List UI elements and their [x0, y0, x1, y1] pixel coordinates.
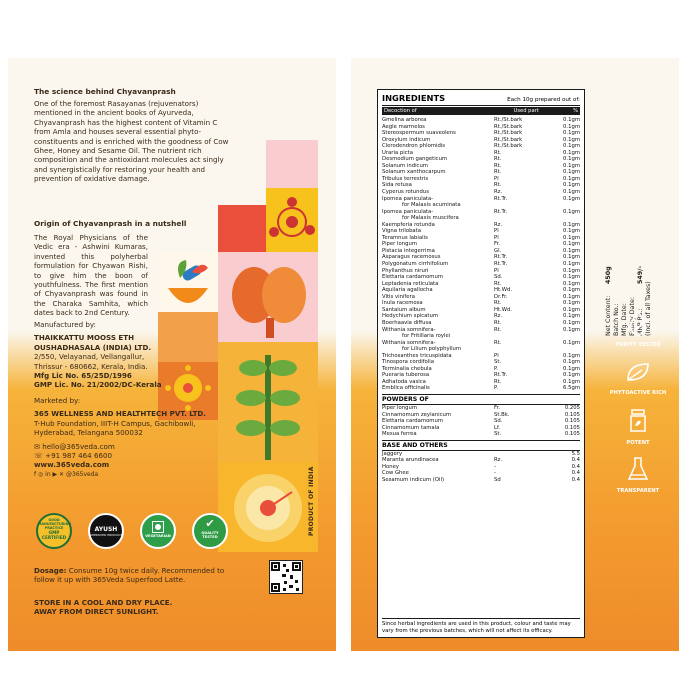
- ingredient-qty: 0.4: [571, 476, 580, 483]
- mrp-label: MRP Rs.:: [637, 308, 644, 336]
- ingredient-part: Rz.: [494, 457, 503, 464]
- jar-icon: [627, 408, 649, 434]
- ingredient-qty: 0.1gm: [563, 313, 580, 320]
- ingredient-name: Aegle marmelos: [382, 123, 425, 130]
- ingredient-qty: 0.1gm: [563, 195, 580, 202]
- ingredient-name: Hedychium spicatum: [382, 313, 439, 320]
- ingredient-part: Pl: [494, 234, 499, 241]
- qr-code-icon: [270, 561, 302, 593]
- ingredient-part: Rt.: [494, 149, 502, 156]
- quality-tested-badge: [192, 513, 228, 549]
- ingredient-qty: 0.4: [571, 457, 580, 464]
- ingredient-qty: 0.1gm: [563, 241, 580, 248]
- feature-transparent: [606, 456, 670, 494]
- ingredient-qty: 0.1gm: [563, 117, 580, 123]
- storage-block: [34, 598, 234, 617]
- ingredient-qty: 0.1gm: [563, 208, 580, 215]
- ingredient-part: Rt./St.bark: [494, 130, 523, 137]
- ingredient-part: Rz.: [494, 221, 503, 228]
- ingredient-qty: 0.1gm: [563, 306, 580, 313]
- ingredient-qty: 0.1gm: [563, 293, 580, 300]
- ingredient-name: Sesamum indicum (Oil): [382, 476, 445, 483]
- batch-label: Batch No.:: [613, 303, 620, 336]
- ingredient-qty: 0.205: [564, 404, 580, 411]
- gmp-badge: [36, 513, 72, 549]
- ingredient-name: Tinospora cordifolia: [382, 359, 434, 366]
- ingredient-part: Gl.: [494, 247, 502, 254]
- ingredients-box: [377, 89, 585, 638]
- ingredient-qty: 0.1gm: [563, 234, 580, 241]
- ingredient-name: Kaempferia rotunda: [382, 221, 435, 228]
- ingredient-name: Elettaria cardamomum: [382, 274, 443, 281]
- ingredient-part: Rt.: [494, 182, 502, 189]
- science-heading: The science behind Chyavanprash: [34, 87, 176, 96]
- ingredient-part: Ht.Wd.: [494, 306, 513, 313]
- gmp-badge-center: GMP CERTIFIED: [41, 530, 67, 540]
- ingredient-part: Fr.: [494, 241, 501, 248]
- ingredient-part: Rt./St.bark: [494, 143, 523, 150]
- col-qty-header: %: [573, 108, 578, 114]
- ingredient-qty: 0.1gm: [563, 261, 580, 268]
- ingredient-part: Rt.: [494, 156, 502, 163]
- ingredient-qty: 0.1gm: [563, 267, 580, 274]
- base-list: [382, 451, 580, 484]
- col-part-header: Used part: [513, 108, 539, 114]
- ingredient-qty: 0.1gm: [563, 130, 580, 137]
- ingredient-part: Rt.: [494, 162, 502, 169]
- ingredient-qty: 0.1gm: [563, 300, 580, 307]
- gmp-lic: GMP Lic. No. 21/2002/DC-Kerala: [34, 380, 162, 390]
- ingredient-qty: 0.1gm: [563, 221, 580, 228]
- ingredient-row: [382, 477, 580, 484]
- ingredient-part: Rt.: [494, 339, 502, 346]
- feature-phytoactive: [606, 360, 670, 396]
- ingredient-name: Cow Ghee: [382, 470, 409, 477]
- ingredient-part: Rt.Tr.: [494, 261, 508, 268]
- ingredients-subtitle: Each 10g prepared out of:: [507, 97, 580, 103]
- col-name-header: Decoction of: [384, 108, 417, 114]
- ingredient-name: Adhatoda vasica: [382, 378, 426, 385]
- ingredient-part: Rt.: [494, 300, 502, 307]
- ingredient-qty: 0.1gm: [563, 372, 580, 379]
- ingredient-name: Solanum xanthocarpum: [382, 169, 446, 176]
- ingredient-qty: 0.1gm: [563, 247, 580, 254]
- ingredient-name: Mesua ferrea: [382, 431, 417, 438]
- tile-red: [218, 205, 270, 257]
- ingredient-part: St.Bk.: [494, 411, 510, 418]
- decoction-column-header: [382, 107, 580, 115]
- ingredient-qty: 0.1gm: [563, 156, 580, 163]
- ingredient-part: Rt.: [494, 326, 502, 333]
- ingredient-qty: 0.105: [564, 424, 580, 431]
- ingredient-name: for Lilium polyphyllum: [402, 346, 462, 353]
- mfg-label: Manufactured by:: [34, 320, 96, 329]
- phone-text: ☏ +91 987 464 6600: [34, 451, 112, 461]
- mfg-lic: Mfg Lic No. 65/25D/1996: [34, 371, 132, 381]
- mkt-name: 365 WELLNESS AND HEALTHTECH PVT. LTD.: [34, 409, 206, 419]
- ingredient-part: Sd.: [494, 418, 503, 425]
- ingredient-qty: 0.1gm: [563, 359, 580, 366]
- ingredient-name: Terminalia chebula: [382, 365, 432, 372]
- feature-transparent-label: TRANSPARENT: [616, 488, 660, 494]
- ingredient-part: St.: [494, 431, 502, 438]
- ingredient-name: Withania somnifera-: [382, 339, 436, 346]
- ingredient-name: Ipomea paniculata-: [382, 208, 434, 215]
- quality-badge-label: QUALITY TESTED: [201, 531, 219, 540]
- ingredient-qty: 0.105: [564, 418, 580, 425]
- ingredient-name: Desmodium gangeticum: [382, 156, 448, 163]
- ayush-badge-sub: APPROVED PRODUCT: [90, 533, 122, 537]
- ingredient-name: Honey: [382, 463, 399, 470]
- veg-badge-label: VEGETARIAN: [145, 534, 171, 538]
- feature-phytoactive-label: PHYTOACTIVE RICH: [609, 390, 667, 396]
- ingredient-row: [382, 385, 580, 392]
- mfg-addr-1: 2/550, Velayanad, Vellangallur,: [34, 352, 145, 362]
- ingredient-name: Pueraria tuberosa: [382, 372, 430, 379]
- ingredient-name: Santalum album: [382, 306, 426, 313]
- storage-line-1: STORE IN A COOL AND DRY PLACE.: [34, 598, 173, 607]
- gmp-badge-ring: GOOD MANUFACTURING PRACTICE: [38, 518, 72, 530]
- ingredient-name: Oroxylum indicum: [382, 136, 431, 143]
- ingredient-name: Maranta arundinacea: [382, 457, 439, 464]
- origin-body: The Royal Physicians of the Vedic era - Ashwini Kumaras, invented this polyherbal formulation for Chyawan Rishi, to give him the boon of youthfulness. The first mention of Chyavanprash was found in the Charaka Samhita, which dates back to 2nd Century.: [34, 233, 148, 318]
- website-text: www.365veda.com: [34, 460, 110, 470]
- ingredient-qty: 0.4: [571, 463, 580, 470]
- science-body: One of the foremost Rasayanas (rejuvenators) mentioned in the ancient books of Ayurveda, Chyavanprash has the highest content of Vitamin C from Amla and houses several essential phyto-constituents and is enriched with the goodness of Cow Ghee, Honey and Sesame Oil. The nutrient rich composition and the antioxidant molecules act singly and synergistically for restoring your health and prevention of oxidative damage.: [34, 99, 229, 184]
- ingredient-name: Emblica officinalis: [382, 385, 430, 392]
- ingredient-qty: 0.1gm: [563, 228, 580, 235]
- ingredient-qty: 0.1gm: [563, 175, 580, 182]
- ingredient-part: Pl: [494, 267, 499, 274]
- flask-icon: [626, 456, 650, 482]
- ingredient-name: for Malaxis acuminata: [402, 202, 461, 209]
- ingredient-part: Rt./St.bark: [494, 123, 523, 130]
- ingredient-part: St.: [494, 359, 502, 366]
- marketer-block: [34, 396, 214, 479]
- ingredient-part: Dr.Fr.: [494, 293, 508, 300]
- vegetarian-badge: [140, 513, 176, 549]
- storage-line-2: AWAY FROM DIRECT SUNLIGHT.: [34, 607, 159, 617]
- ingredient-qty: 0.1gm: [563, 365, 580, 372]
- base-title: BASE AND OTHERS: [382, 440, 580, 451]
- ingredient-qty: 6.5gm: [563, 385, 580, 392]
- feature-purity-label: PURITY TESTED: [615, 342, 661, 348]
- ingredient-part: Pl: [494, 175, 499, 182]
- ingredient-part: Rt./St.bark: [494, 136, 523, 143]
- ingredient-part: Pl: [494, 228, 499, 235]
- ingredient-part: Rt.Tr.: [494, 254, 508, 261]
- dosage-label: Dosage:: [34, 566, 67, 575]
- ingredient-qty: 0.1gm: [563, 280, 580, 287]
- ingredient-name: Elettaria cardamomum: [382, 418, 443, 425]
- ingredient-part: Rt.Tr.: [494, 195, 508, 202]
- ingredient-qty: 0.1gm: [563, 123, 580, 130]
- ingredient-name: Clerodendron phlomidis: [382, 143, 446, 150]
- mfg-name-2: OUSHADHASALA (INDIA) LTD.: [34, 342, 152, 352]
- ingredient-qty: 0.1gm: [563, 182, 580, 189]
- origin-section: [34, 219, 187, 318]
- mkt-label: Marketed by:: [34, 396, 81, 405]
- ingredient-qty: 0.105: [564, 431, 580, 438]
- ingredient-qty: 0.1gm: [563, 319, 580, 326]
- ingredient-qty: 0.1gm: [563, 352, 580, 359]
- ingredient-name: Pistacia integerrima: [382, 247, 435, 254]
- qr-code: [269, 560, 303, 594]
- ingredient-row: [382, 431, 580, 438]
- ingredient-part: P.: [494, 385, 499, 392]
- ingredient-name: Uraria picta: [382, 149, 413, 156]
- mfg-date-label: Mfg. Date:: [621, 303, 628, 336]
- ingredient-qty: 0.1gm: [563, 339, 580, 346]
- feature-purity: [606, 310, 670, 348]
- gauge-icon: [234, 474, 302, 542]
- ingredient-name: Sida retusa: [382, 182, 412, 189]
- ingredient-qty: 5.5: [571, 450, 580, 457]
- ayush-badge: [88, 513, 124, 549]
- ingredient-qty: 0.1gm: [563, 287, 580, 294]
- ingredient-name: Inula racemosa: [382, 300, 423, 307]
- ingredient-name: Piper longum: [382, 404, 417, 411]
- ingredient-part: -: [494, 470, 496, 477]
- variation-note: Since herbal ingredients are used in this product, colour and taste may vary from the previous batches, which will not affect its efficacy.: [382, 618, 580, 634]
- ingredient-name: Gmelina arborea: [382, 117, 427, 123]
- ingredient-name: Cinnamomum tamala: [382, 424, 440, 431]
- check-icon: ✔: [205, 517, 215, 530]
- mfg-name-1: THAIKKATTU MOOSS ETH: [34, 333, 135, 343]
- ingredient-name: Tribulus terrestris: [382, 175, 429, 182]
- decoction-list: [382, 117, 580, 392]
- ingredient-name: Asparagus racemosus: [382, 254, 441, 261]
- left-panel: [8, 58, 336, 651]
- ingredient-name: Jaggery: [382, 450, 403, 457]
- ingredient-name: for Fritillaria roylei: [402, 333, 451, 340]
- ingredient-qty: 0.1gm: [563, 162, 580, 169]
- ayush-badge-title: AYUSH: [94, 526, 118, 533]
- social-handles: f ◎ in ▶ ✕ @365veda: [34, 470, 99, 478]
- ingredient-qty: 0.4: [571, 470, 580, 477]
- ingredient-qty: 0.1gm: [563, 169, 580, 176]
- ingredient-part: Rt./St.bark: [494, 117, 523, 123]
- ingredient-part: Sd: [494, 476, 501, 483]
- mrp-value: 549/-: [637, 265, 644, 284]
- ingredient-name: Stereospermum suaveolens: [382, 130, 456, 137]
- ingredient-part: Ht.Wd.: [494, 287, 513, 294]
- right-panel: [351, 58, 679, 651]
- product-of-india: PRODUCT OF INDIA: [308, 466, 315, 536]
- dosage-text: [34, 566, 234, 585]
- ingredient-name: Phyllanthus niruri: [382, 267, 429, 274]
- ingredient-part: Rt.: [494, 378, 502, 385]
- ingredient-qty: 0.1gm: [563, 136, 580, 143]
- ingredient-part: Fr.: [494, 404, 501, 411]
- ingredient-name: Cinnamomum zeylanicum: [382, 411, 452, 418]
- mkt-addr-2: Hyderabad, Telangana 500032: [34, 428, 143, 438]
- net-content-label: Net Content:: [605, 295, 612, 336]
- mkt-addr-1: T-Hub Foundation, IIIT-H Campus, Gachibowli,: [34, 418, 196, 428]
- mfg-addr-2: Thrissur - 680662, Kerala, India.: [34, 361, 148, 371]
- ingredient-part: Rz.: [494, 189, 503, 196]
- ingredient-part: P.: [494, 365, 499, 372]
- feature-potent-label: POTENT: [626, 440, 650, 446]
- ingredient-name: for Malaxis muscifera: [402, 215, 459, 222]
- feature-potent: [606, 408, 670, 446]
- ingredient-name: Cyperus rotundus: [382, 189, 430, 196]
- powders-title: POWDERS OF: [382, 394, 580, 405]
- ingredient-part: -: [494, 463, 496, 470]
- ingredient-name: Aquilaria agallocha: [382, 287, 433, 294]
- ingredient-part: Rz.: [494, 313, 503, 320]
- ingredient-part: Rt.: [494, 280, 502, 287]
- ingredient-part: Rt.: [494, 169, 502, 176]
- ingredient-qty: 0.1gm: [563, 189, 580, 196]
- ingredients-title: INGREDIENTS: [382, 93, 446, 103]
- net-content-value: 450g: [605, 266, 612, 284]
- ingredient-name: Piper longum: [382, 241, 417, 248]
- ingredient-qty: 0.1gm: [563, 274, 580, 281]
- ingredient-qty: 0.1gm: [563, 254, 580, 261]
- ingredient-name: Withania somnifera-: [382, 326, 436, 333]
- expiry-label: Expiry Date:: [629, 297, 636, 336]
- dosage-instructions: Consume 10g twice daily. Recommended to follow it up with 365Veda Superfood Latte.: [34, 566, 225, 585]
- ingredient-name: Polygonatum cirrhifolium: [382, 261, 449, 268]
- veg-symbol-icon: [152, 521, 164, 533]
- manufacturer-block: [34, 320, 194, 390]
- ingredients-header: [382, 93, 580, 106]
- drop-icon: [627, 310, 649, 336]
- ingredient-name: Solanum indicum: [382, 162, 428, 169]
- ingredient-name: Ipomea paniculata-: [382, 195, 434, 202]
- ingredient-part: Rt.: [494, 319, 502, 326]
- ingredient-name: Boerhaavia diffusa: [382, 319, 432, 326]
- leaf-icon: [624, 360, 652, 384]
- ingredient-name: Leptadenia reticulata: [382, 280, 439, 287]
- ingredient-name: Vitis vinifera: [382, 293, 415, 300]
- ingredient-part: Sd.: [494, 274, 503, 281]
- ingredient-qty: 0.1gm: [563, 149, 580, 156]
- ingredient-part: Lf.: [494, 424, 501, 431]
- ingredient-part: Rt.Tr.: [494, 372, 508, 379]
- ingredient-qty: 0.105: [564, 411, 580, 418]
- powders-list: [382, 405, 580, 438]
- origin-heading: Origin of Chyavanprash in a nutshell: [34, 219, 187, 228]
- ingredient-part: Pl: [494, 352, 499, 359]
- ingredient-name: Trichosanthes tricuspidata: [382, 352, 452, 359]
- tax-note: (Incl. of all Taxes): [645, 281, 652, 336]
- ingredient-qty: 0.1gm: [563, 326, 580, 333]
- ingredient-qty: 0.1gm: [563, 378, 580, 385]
- ingredient-qty: 0.1gm: [563, 143, 580, 150]
- ingredient-name: Teramnus labialis: [382, 234, 428, 241]
- email-text: ✉ hello@365veda.com: [34, 441, 115, 451]
- ingredient-name: Vigna trilobata: [382, 228, 421, 235]
- ingredient-part: Rt.Tr.: [494, 208, 508, 215]
